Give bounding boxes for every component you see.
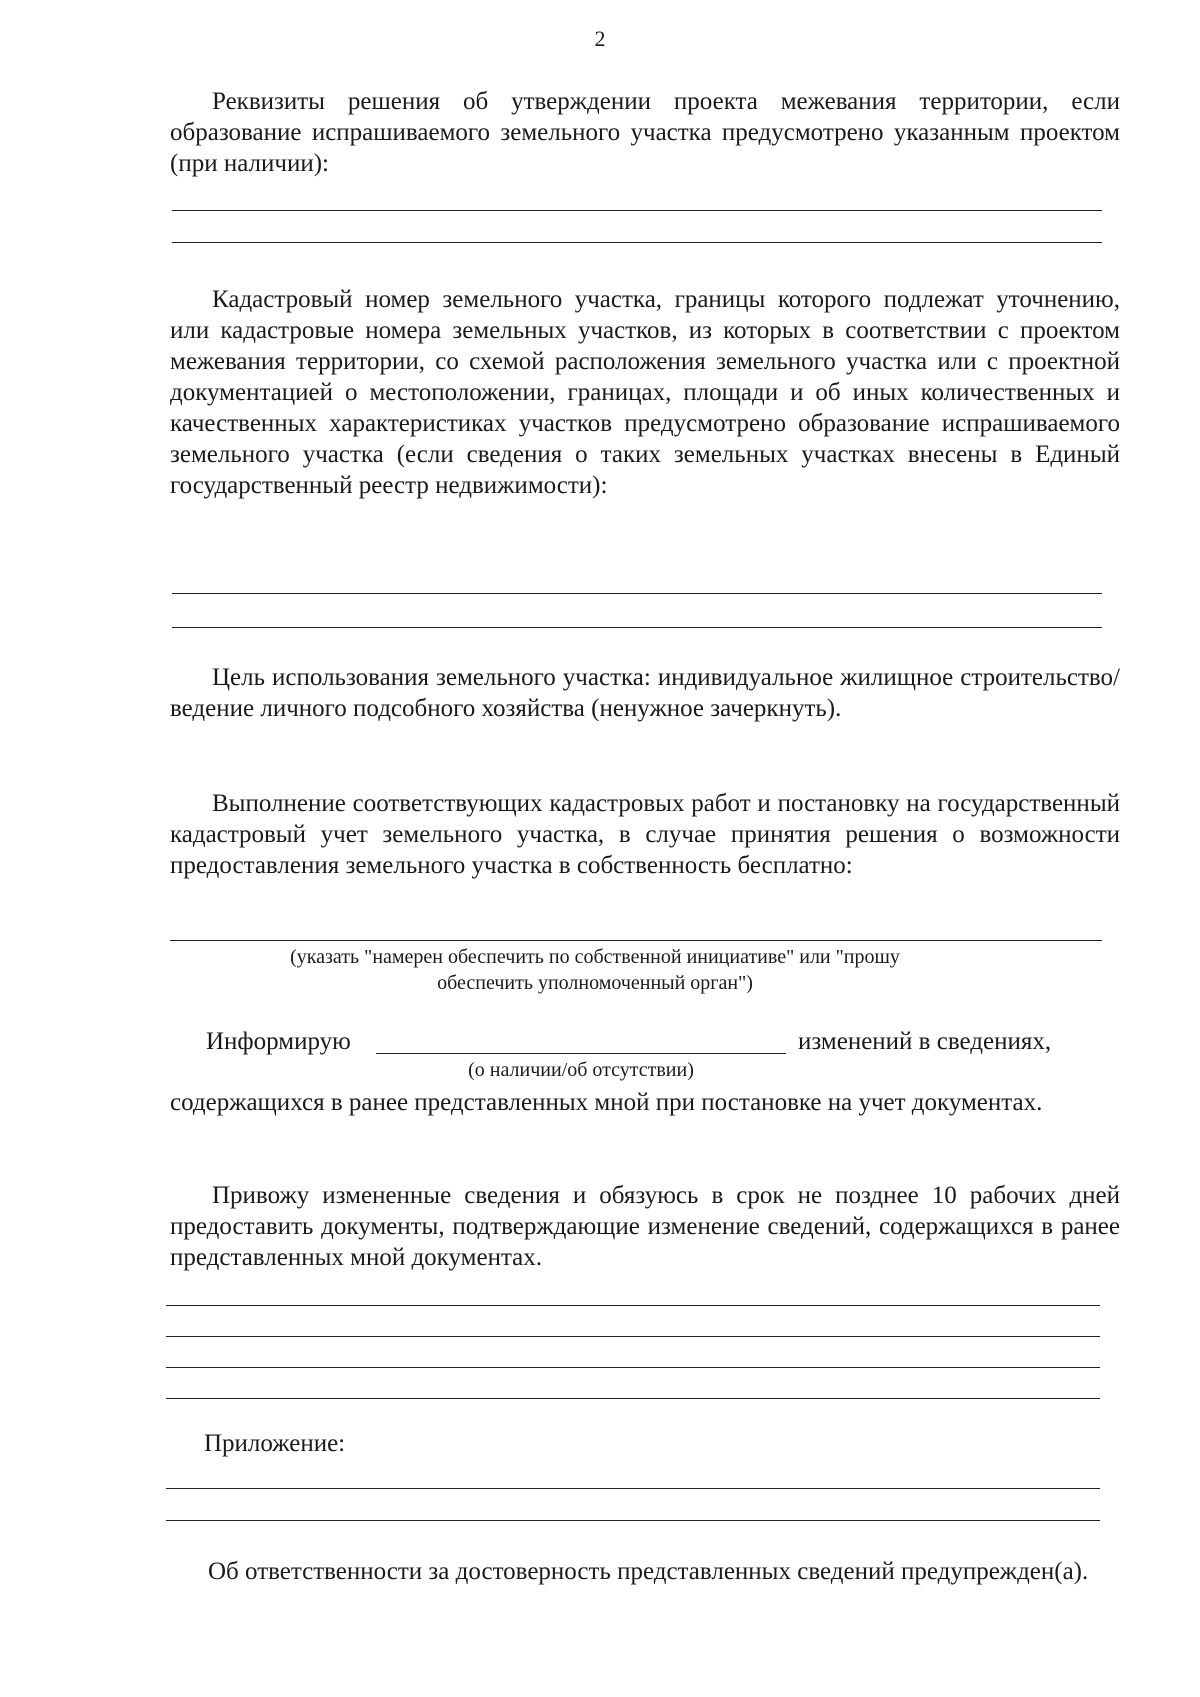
field-hint: (указать "намерен обеспечить по собственной инициативе" или "прошу xyxy=(290,946,900,968)
fill-line[interactable] xyxy=(172,627,1102,628)
liability-warning-paragraph: Об ответственности за достоверность представленных сведений предупрежден(а). xyxy=(208,1558,1089,1585)
inform-lead-text: Информирую xyxy=(206,1028,351,1055)
cadastral-number-paragraph: Кадастровый номер земельного участка, границы которого подлежат уточнению, или кадастровые номера земельных участков, из которых в соответствии с проектом межевания территории, со схемой расположения земельного участка или с проектной документацией о местоположении, границах, площади и об иных количественных и качественных характеристиках участков предусмотрено образование испрашиваемого земельного участка (если сведения о таких земельных участках внесены в Единый государственный реестр недвижимости): xyxy=(170,286,1120,499)
project-survey-requisites-paragraph: Реквизиты решения об утверждении проекта межевания территории, если образование испрашиваемого земельного участка предусмотрено указанным проектом (при наличии): xyxy=(170,88,1120,177)
fill-line[interactable] xyxy=(166,1520,1100,1521)
fill-line[interactable] xyxy=(172,210,1102,211)
page-number: 2 xyxy=(594,26,606,51)
land-use-purpose-paragraph: Цель использования земельного участка: индивидуальное жилищное строительство/ ведение личного подсобного хозяйства (ненужное зачеркнуть). xyxy=(170,664,1120,722)
fill-line[interactable] xyxy=(166,1305,1100,1306)
field-hint: обеспечить уполномоченный орган") xyxy=(437,972,753,994)
fill-line[interactable] xyxy=(172,593,1102,594)
fill-line[interactable] xyxy=(166,1398,1100,1399)
fill-line[interactable] xyxy=(166,1336,1100,1337)
fill-line[interactable] xyxy=(170,940,1102,941)
inform-continuation-text: содержащихся в ранее представленных мной при постановке на учет документах. xyxy=(170,1089,1043,1116)
presence-absence-field[interactable] xyxy=(376,1053,786,1054)
fill-line[interactable] xyxy=(166,1367,1100,1368)
changed-info-paragraph: Привожу измененные сведения и обязуюсь в срок не позднее 10 рабочих дней предоставить документы, подтверждающие изменение сведений, содержащихся в ранее представленных мной документах. xyxy=(170,1182,1120,1271)
cadastral-works-paragraph: Выполнение соответствующих кадастровых работ и постановку на государственный кадастровый учет земельного участка, в случае принятия решения о возможности предоставления земельного участка в собственность бесплатно: xyxy=(170,790,1120,879)
fill-line[interactable] xyxy=(172,242,1102,243)
fill-line[interactable] xyxy=(166,1488,1100,1489)
field-hint: (о наличии/об отсутствии) xyxy=(468,1059,694,1081)
inform-tail-text: изменений в сведениях, xyxy=(798,1028,1052,1055)
attachment-label: Приложение: xyxy=(204,1430,346,1457)
